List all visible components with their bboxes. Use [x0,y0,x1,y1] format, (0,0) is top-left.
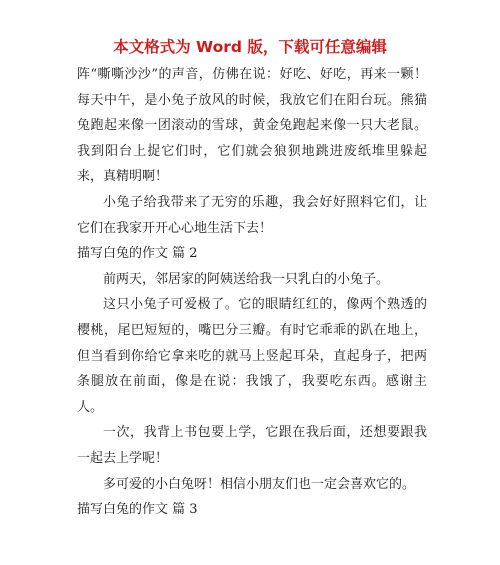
section-heading-3: 描写白兔的作文 篇 3 [77,502,198,518]
section-heading-2: 描写白兔的作文 篇 2 [77,246,198,262]
paragraph-conclusion: 多可爱的小白兔呀！相信小朋友们也一定会喜欢它的。 [103,476,416,492]
paragraph-gift-rabbit: 前两天，邻居家的阿姨送给我一只乳白的小兔子。 [103,271,390,287]
paragraph-rabbits-eating: 阵“嘶嘶沙沙”的声音，仿佛在说：好吃、好吃，再来一颗！每天中午，是小兔子放风的时候，我放它们在阳台玩。熊猫兔跑起来像一团滚动的雪球，黄金兔跑起来像一只大老鼠。我到阳台上捉它们时，它们就会狼狈地跳进废纸堆里躲起来，真精明啊！ [77,67,427,185]
word-format-banner: 本文格式为 Word 版，下载可任意编辑 [113,38,387,56]
paragraph-rabbits-joy: 小兔子给我带来了无穷的乐趣，我会好好照料它们，让它们在我家开开心心地生活下去！ [77,194,427,236]
essay-body [77,62,427,523]
paragraph-school-follow: 一次，我背上书包要上学，它跟在我后面，还想要跟我一起去上学呢！ [77,425,427,466]
paragraph-rabbit-description: 这只小兔子可爱极了。它的眼睛红红的，像两个熟透的樱桃，尾巴短短的，嘴巴分三瓣。有时它乖乖的趴在地上，但当看到你给它拿来吃的就马上竖起耳朵，直起身子，把两条腿放在前面，像是在说：我饿了，我要吃东西。感谢主人。 [77,297,427,415]
page-bottom-fade [0,549,500,565]
